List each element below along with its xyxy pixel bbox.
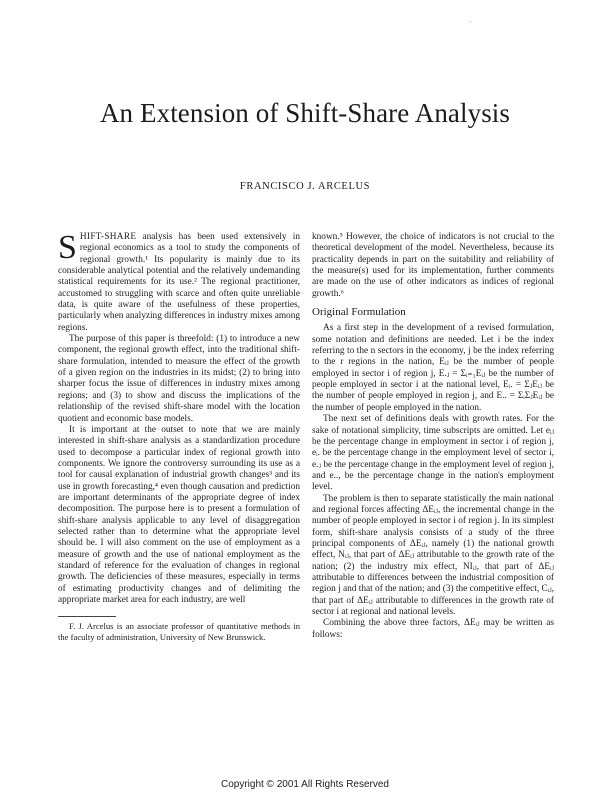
notation-paragraph: As a first step in the development of a revised formulation, some notation and definitions are needed. Let i be the index referring to the n sectors in the economy, j be the index referring to the r regions in the nation, Eᵢⱼ be the number of people employed in sector i of region j, E.ⱼ = Σᵢ₌₁Eᵢⱼ be the number of people employed in sector i at the national level, Eᵢ. = ΣⱼEᵢⱼ be the number of people employed in region j, and E.. = ΣᵢΣⱼEᵢⱼ be the number of people employed in the nation.: [312, 323, 554, 413]
footnote-rule: [58, 616, 116, 617]
copyright-notice: Copyright © 2001 All Rights Reserved: [220, 779, 389, 790]
intro-smallcaps: HIFT-SHARE: [79, 232, 137, 242]
components-paragraph: The problem is then to separate statistically the main national and regional forces affecting ΔEᵢⱼ, the incremental change in the number of people employed in sector i of region j. In its simplest form, shift-share analysis consists of a study of the three principal components of ΔEᵢⱼ, namely (1) the national growth effect, Nᵢⱼ, that part of ΔEᵢⱼ attributable to the growth rate of the nation; (2) the industry mix effect, NIᵢⱼ, that part of ΔEᵢⱼ attributable to differences between the industrial composition of region j and that of the nation; and (3) the competitive effect, Cᵢⱼ, that part of ΔEᵢⱼ attributable to differences in the growth rate of sector i at regional and national levels.: [312, 493, 554, 617]
growth-rates-paragraph: The next set of definitions deals with growth rates. For the sake of notational simplicity, time subscripts are omitted. Let eᵢⱼ be the percentage change in employment in sector i of region j, eᵢ. be the percentage change in the employment level of sector i, e.ⱼ be the percentage change in the employment level of region j, and e.., be the percentage change in the nation's employment level.: [312, 414, 554, 493]
section-heading: Original Formulation: [312, 306, 406, 319]
author-footnote: F. J. Arcelus is an associate professor of quantitative methods in the faculty of administration, University of New Brunswick.: [58, 621, 300, 643]
combining-paragraph: Combining the above three factors, ΔEᵢⱼ may be written as follows:: [312, 618, 554, 640]
intro-paragraph: [58, 229, 300, 334]
intro-text: analysis has been used extensively in regional economics as a tool to study the components of regional growth.¹ Its popularity is mainly due to its considerable analytical potential and the relatively undemanding statistical requirements for its use.² The regional practitioner, accustomed to struggling with scarce and often quite unreliable data, is quite aware of the usefulness of these properties, particularly when analyzing differences in industry mixes among regions.: [58, 232, 300, 333]
right-column: [312, 232, 554, 641]
article-title: An Extension of Shift-Share Analysis: [99, 98, 511, 128]
drop-cap: S: [58, 229, 77, 266]
speck-mark: ·: [469, 18, 472, 27]
purpose-paragraph: The purpose of this paper is threefold: (1) to introduce a new component, the regional growth effect, into the traditional shift-share formulation, intended to measure the effect of the growth of a given region on the industries in its midst; (2) to bring into sharper focus the issue of differences in industry mixes among regions; and (3) to show and discuss the implications of the relationship of the revised shift-share model with the location quotient and economic base models.: [58, 334, 300, 424]
author-name: FRANCISCO J. ARCELUS: [239, 181, 371, 192]
continued-paragraph: known.⁵ However, the choice of indicators is not crucial to the theoretical development of the model. Nevertheless, because its practicality depends in part on the suitability and reliability of the measure(s) used for its implementation, further comments are made on the use of other indicators as indices of regional growth.⁶: [312, 232, 554, 299]
scope-paragraph: It is important at the outset to note that we are mainly interested in shift-share analysis as a standardization procedure used to decompose a particular index of regional growth into components. We ignore the controversy surrounding its use as a tool for causal explanation of industrial growth changes³ and its use in growth forecasting,⁴ even though causation and prediction are important determinants of the appropriate degree of index decomposition. The purpose here is to present a formulation of shift-share analysis applicable to any level of disaggregation selected rather than to determine what the appropriate level should be. I will also comment on the use of employment as a measure of growth and the use of national employment as the standard of reference for the evaluation of changes in regional growth. The deficiencies of these measures, especially in terms of estimating productivity changes and of delimiting the appropriate market area for each industry, are well: [58, 424, 300, 605]
left-column: [58, 229, 300, 643]
